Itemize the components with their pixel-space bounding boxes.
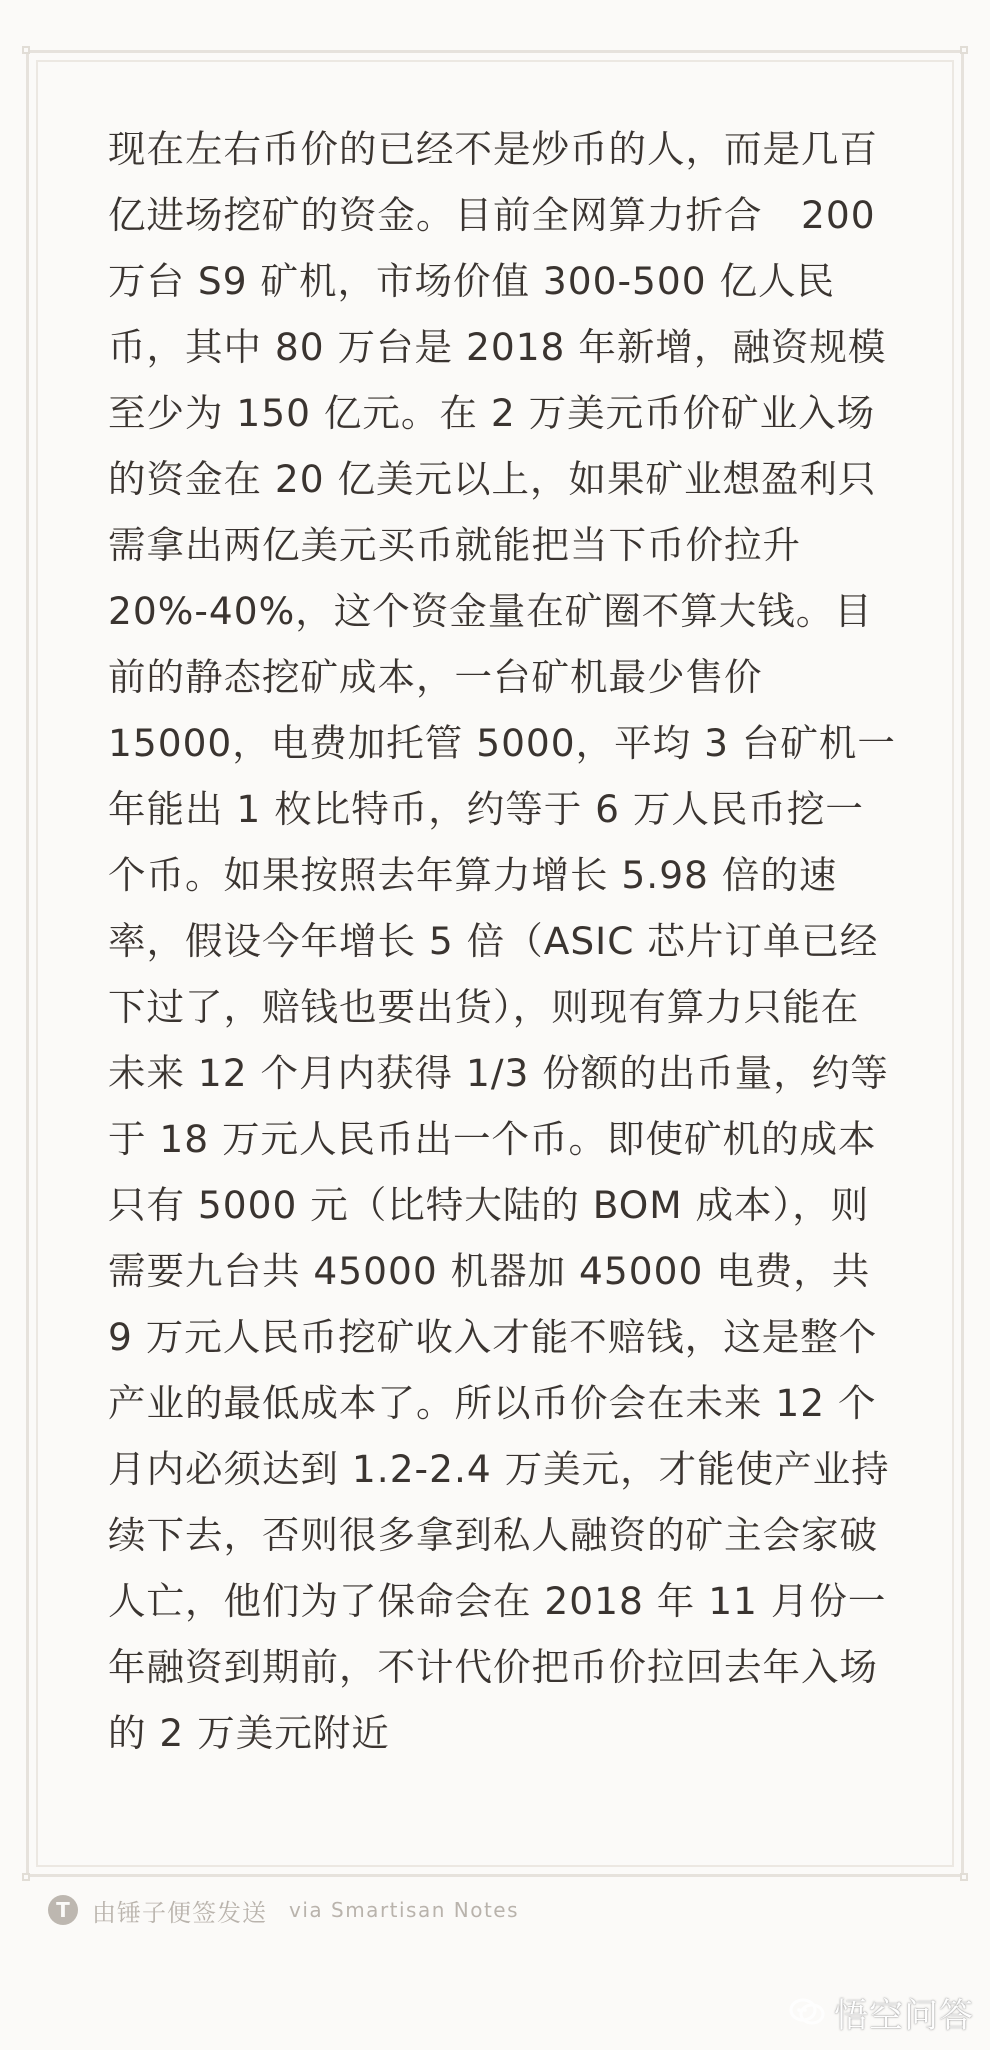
- note-line: 个币。如果按照去年算力增长 5.98 倍的速: [108, 853, 838, 897]
- note-line: 前的静态挖矿成本，一台矿机最少售价: [108, 655, 763, 699]
- note-line: 于 18 万元人民币出一个币。即使矿机的成本: [108, 1117, 877, 1161]
- speech-bubble-icon: [788, 1997, 826, 2027]
- note-line: 9 万元人民币挖矿收入才能不赔钱，这是整个: [108, 1315, 878, 1359]
- note-line: 的 2 万美元附近: [108, 1711, 390, 1755]
- frame-corner-bottom-left: [22, 1873, 30, 1881]
- note-line: 20%-40%，这个资金量在矿圈不算大钱。目: [108, 589, 873, 633]
- frame-corner-bottom-right: [960, 1873, 968, 1881]
- note-line: 率，假设今年增长 5 倍（ASIC 芯片订单已经: [108, 919, 879, 963]
- note-line: 年能出 1 枚比特币，约等于 6 万人民币挖一: [108, 787, 864, 831]
- note-footer: [48, 1892, 519, 1928]
- note-line: 年融资到期前，不计代价把币价拉回去年入场: [108, 1645, 878, 1689]
- note-line: 需要九台共 45000 机器加 45000 电费，共: [108, 1249, 871, 1293]
- note-body-text: [108, 116, 896, 1766]
- note-line: 产业的最低成本了。所以币价会在未来 12 个: [108, 1381, 877, 1425]
- note-line: 万台 S9 矿机，市场价值 300-500 亿人民: [108, 259, 836, 303]
- watermark-text: 悟空问答: [834, 1995, 974, 2036]
- watermark: [788, 1990, 974, 2034]
- note-line: 的资金在 20 亿美元以上，如果矿业想盈利只: [108, 457, 877, 501]
- note-line: 未来 12 个月内获得 1/3 份额的出币量，约等: [108, 1051, 889, 1095]
- note-line: 下过了，赔钱也要出货），则现有算力只能在: [108, 985, 860, 1029]
- note-line: 人亡，他们为了保命会在 2018 年 11 月份一: [108, 1579, 887, 1623]
- note-line: 只有 5000 元（比特大陆的 BOM 成本），则: [108, 1183, 870, 1227]
- frame-corner-top-left: [22, 46, 30, 54]
- note-line: 需拿出两亿美元买币就能把当下币价拉升: [108, 523, 801, 567]
- note-line: 至少为 150 亿元。在 2 万美元币价矿业入场: [108, 391, 876, 435]
- note-line: 续下去，否则很多拿到私人融资的矿主会家破: [108, 1513, 878, 1557]
- smartisan-t-icon: T: [48, 1895, 78, 1925]
- note-line: 现在左右币价的已经不是炒币的人，而是几百: [108, 127, 878, 171]
- frame-corner-top-right: [960, 46, 968, 54]
- note-line: 币，其中 80 万台是 2018 年新增，融资规模: [108, 325, 887, 369]
- note-line: 15000，电费加托管 5000，平均 3 台矿机一: [108, 721, 896, 765]
- note-line: 亿进场挖矿的资金。目前全网算力折合 200: [108, 193, 876, 237]
- footer-via: via Smartisan Notes: [289, 1898, 520, 1922]
- footer-sent-by: 由锤子便签发送: [92, 1898, 267, 1927]
- note-line: 月内必须达到 1.2-2.4 万美元，才能使产业持: [108, 1447, 890, 1491]
